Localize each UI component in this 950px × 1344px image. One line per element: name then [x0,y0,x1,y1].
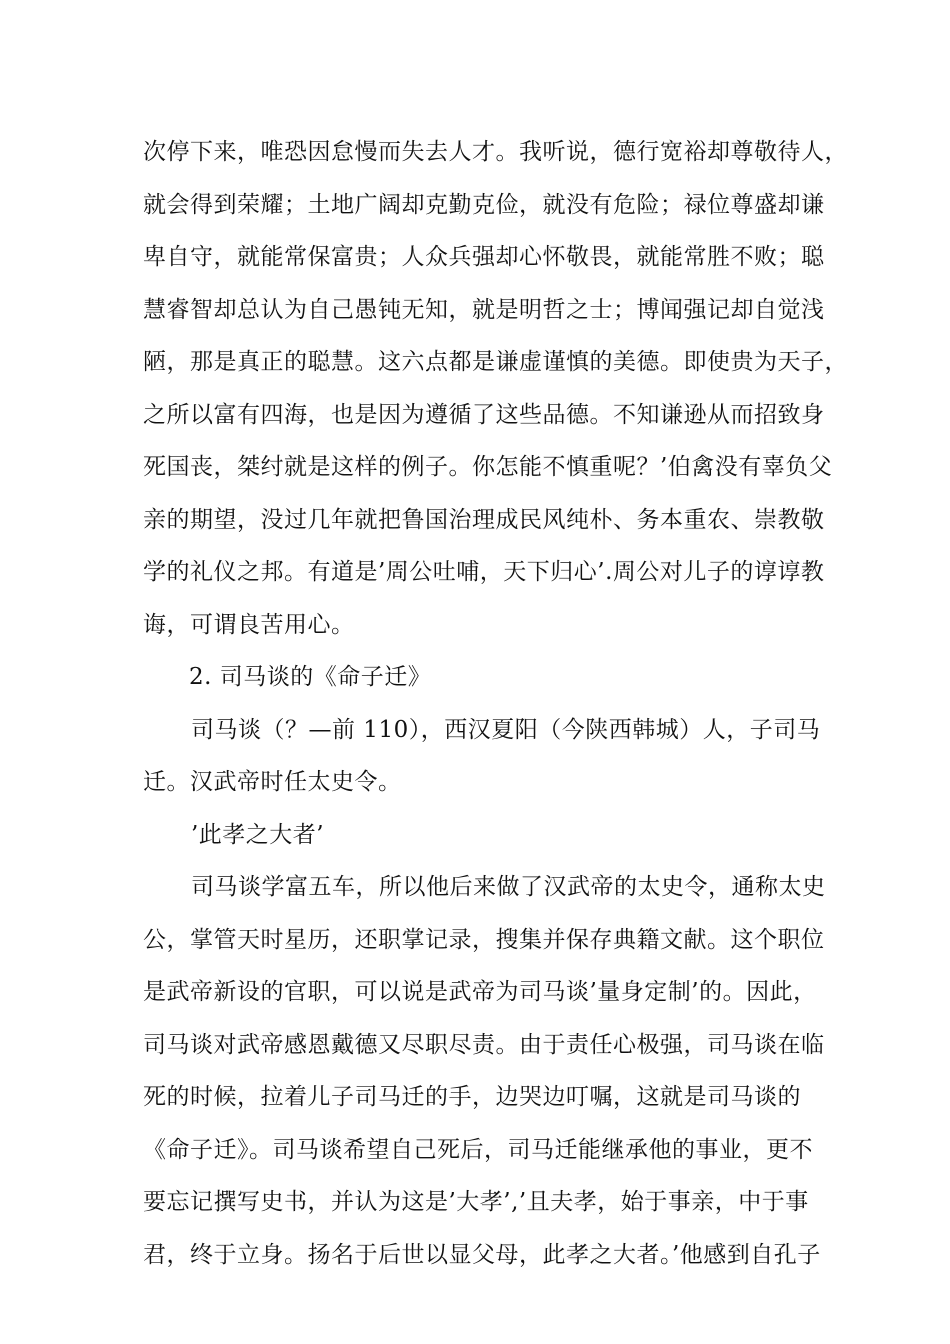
text-line: 学的礼仪之邦。有道是’周公吐哺，天下归心’.周公对儿子的谆谆教 [143,559,825,585]
text-line: 诲，可谓良苦用心。 [143,611,355,638]
text-line: 君，终于立身。扬名于后世以显父母，此孝之大者。’他感到自孔子 [143,1241,821,1268]
subheading: ’此孝之大者’ [191,821,325,848]
text-line: 司马谈学富五车，所以他后来做了汉武帝的太史令，通称太史 [191,874,826,900]
text-line: 司马谈（？—前 110），西汉夏阳（今陕西韩城）人，子司马 [191,716,821,743]
text-line: 司马谈对武帝感恩戴德又尽职尽责。由于责任心极强，司马谈在临 [143,1031,825,1058]
body-text [143,126,848,1281]
text-line: 次停下来，唯恐因怠慢而失去人才。我听说，德行宽裕却尊敬待人， [143,139,848,165]
text-line: 之所以富有四海，也是因为遵循了这些品德。不知谦逊从而招致身 [143,401,825,428]
text-line: 死的时候，拉着儿子司马迁的手，边哭边叮嘱，这就是司马谈的 [143,1084,801,1110]
text-line: 公，掌管天时星历，还职掌记录，搜集并保存典籍文献。这个职位 [143,926,825,953]
text-line: 要忘记撰写史书，并认为这是’大孝’,’且夫孝，始于事亲，中于事 [143,1189,809,1215]
text-line: 是武帝新设的官职，可以说是武帝为司马谈’量身定制’的。因此， [143,979,817,1005]
text-line: 陋，那是真正的聪慧。这六点都是谦虚谨慎的美德。即使贵为天子， [143,349,848,375]
text-line: 就会得到荣耀；土地广阔却克勤克俭，就没有危险；禄位尊盛却谦 [143,191,825,218]
text-line: 慧睿智却总认为自己愚钝无知，就是明哲之士；博闻强记却自觉浅 [143,296,825,323]
text-line: 亲的期望，没过几年就把鲁国治理成民风纯朴、务本重农、崇教敬 [143,506,825,533]
text-line: 《命子迁》。司马谈希望自己死后，司马迁能继承他的事业，更不 [143,1136,813,1163]
text-line: 卑自守，就能常保富贵；人众兵强却心怀敬畏，就能常胜不败；聪 [143,244,825,270]
text-line: 迁。汉武帝时任太史令。 [143,769,402,795]
text-line: 死国丧，桀纣就是这样的例子。你怎能不慎重呢？’伯禽没有辜负父 [143,454,833,480]
section-heading: 2. 司马谈的《命子迁》 [189,664,432,690]
